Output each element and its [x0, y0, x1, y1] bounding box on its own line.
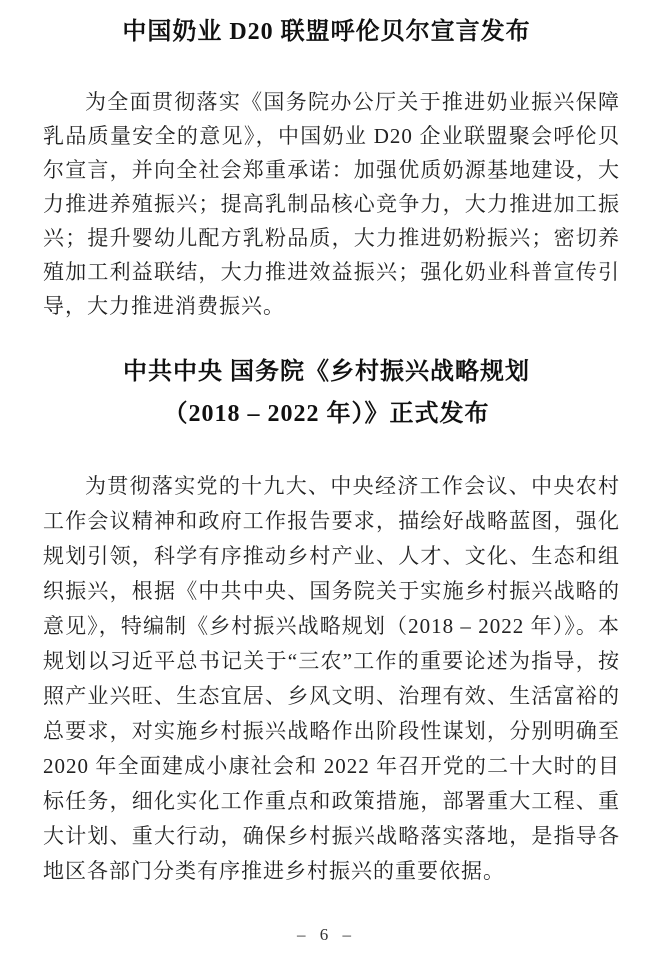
article2-title-line2: （2018 – 2022 年）》正式发布: [163, 401, 490, 427]
article1-title: 中国奶业 D20 联盟呼伦贝尔宣言发布: [122, 19, 531, 45]
page-number: – 6 –: [297, 925, 356, 944]
article2-body: 为贯彻落实党的十九大、中央经济工作会议、中央农村工作会议精神和政府工作报告要求，描绘好战略蓝图，强化规划引领，科学有序推动乡村产业、人才、文化、生态和组织振兴，根据《中共中央、国务院关于实施乡村振兴战略的意见》，特编制《乡村振兴战略规划（2018 – 2022 年）》。本规划以习近平总书记关于“三农”工作的重要论述为指导，按照产业兴旺、生态宜居、乡风文明、治理有效、生活富裕的总要求，对实施乡村振兴战略作出阶段性谋划，分别明确至 2020 年全面建成小康社会和 2022 年召开党的二十大时的目标任务，细化实化工作重点和政策措施，部署重大工程、重大计划、重大行动，确保乡村振兴战略落实落地，是指导各地区各部门分类有序推进乡村振兴的重要依据。: [43, 474, 620, 883]
article1-body: 为全面贯彻落实《国务院办公厅关于推进奶业振兴保障乳品质量安全的意见》，中国奶业 D20 企业联盟聚会呼伦贝尔宣言，并向全社会郑重承诺：加强优质奶源基地建设，大力推进养殖振兴；提高乳制品核心竞争力，大力推进加工振兴；提升婴幼儿配方乳粉品质，大力推进奶粉振兴；密切养殖加工利益联结，大力推进效益振兴；强化奶业科普宣传引导，大力推进消费振兴。: [43, 90, 620, 318]
article2-title-line1: 中共中央 国务院《乡村振兴战略规划: [123, 359, 530, 385]
article2-title: [0, 351, 653, 435]
